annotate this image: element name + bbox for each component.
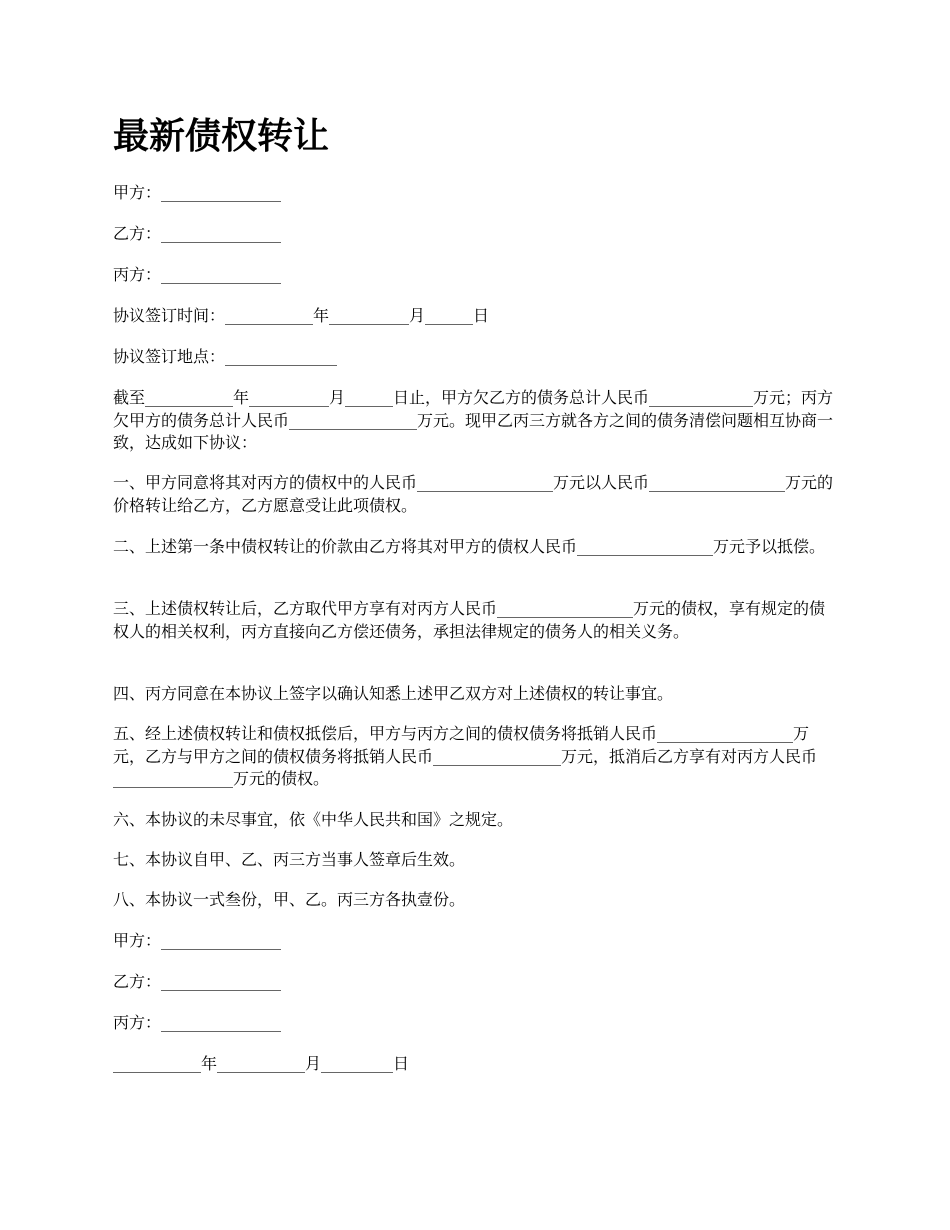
party-a-line: 甲方：_______________: [113, 183, 282, 202]
footer-party-b-line: 乙方：_______________: [113, 972, 282, 991]
footer-party-c-line: 丙方：_______________: [113, 1013, 282, 1032]
sign-place-line: 协议签订地点：______________: [113, 347, 338, 366]
clause-3: 三、上述债权转让后，乙方取代甲方享有对丙方人民币_________________万元的债权，享有规定的债权人的相关权利，丙方直接向乙方偿还债务，承担法律规定的债务人的相关义务。: [113, 599, 826, 641]
clause-6: 六、本协议的未尽事宜，依《中华人民共和国》之规定。: [113, 810, 514, 829]
clause-7: 七、本协议自甲、乙、丙三方当事人签章后生效。: [113, 850, 466, 869]
sign-date-line: 协议签订时间：___________年__________月______日: [113, 306, 490, 325]
party-c-line: 丙方：_______________: [113, 265, 282, 284]
clause-4: 四、丙方同意在本协议上签字以确认知悉上述甲乙双方对上述债权的转让事宜。: [113, 684, 674, 703]
footer-party-a-line: 甲方：_______________: [113, 931, 282, 950]
document-title: 最新债权转让: [113, 115, 330, 157]
clause-1: 一、甲方同意将其对丙方的债权中的人民币_________________万元以人民币_________________万元的价格转让给乙方，乙方愿意受让此项债权。: [113, 473, 834, 515]
party-b-line: 乙方：_______________: [113, 224, 282, 243]
clause-5: 五、经上述债权转让和债权抵偿后，甲方与丙方之间的债权债务将抵销人民币_________________万元，乙方与甲方之间的债权债务将抵销人民币________________万元，抵消后乙方享有对丙方人民币_______________万元的债权。: [113, 724, 818, 788]
footer-date-line: ___________年___________月_________日: [113, 1054, 410, 1073]
clause-2: 二、上述第一条中债权转让的价款由乙方将其对甲方的债权人民币_________________万元予以抵偿。: [113, 537, 826, 556]
preamble-paragraph: 截至___________年__________月______日止，甲方欠乙方的债务总计人民币_____________万元；丙方欠甲方的债务总计人民币________________万元。现甲乙丙三方就各方之间的债务清偿问题相互协商一致，达成如下协议：: [113, 388, 834, 452]
clause-8: 八、本协议一式叁份，甲、乙。丙三方各执壹份。: [113, 890, 466, 909]
